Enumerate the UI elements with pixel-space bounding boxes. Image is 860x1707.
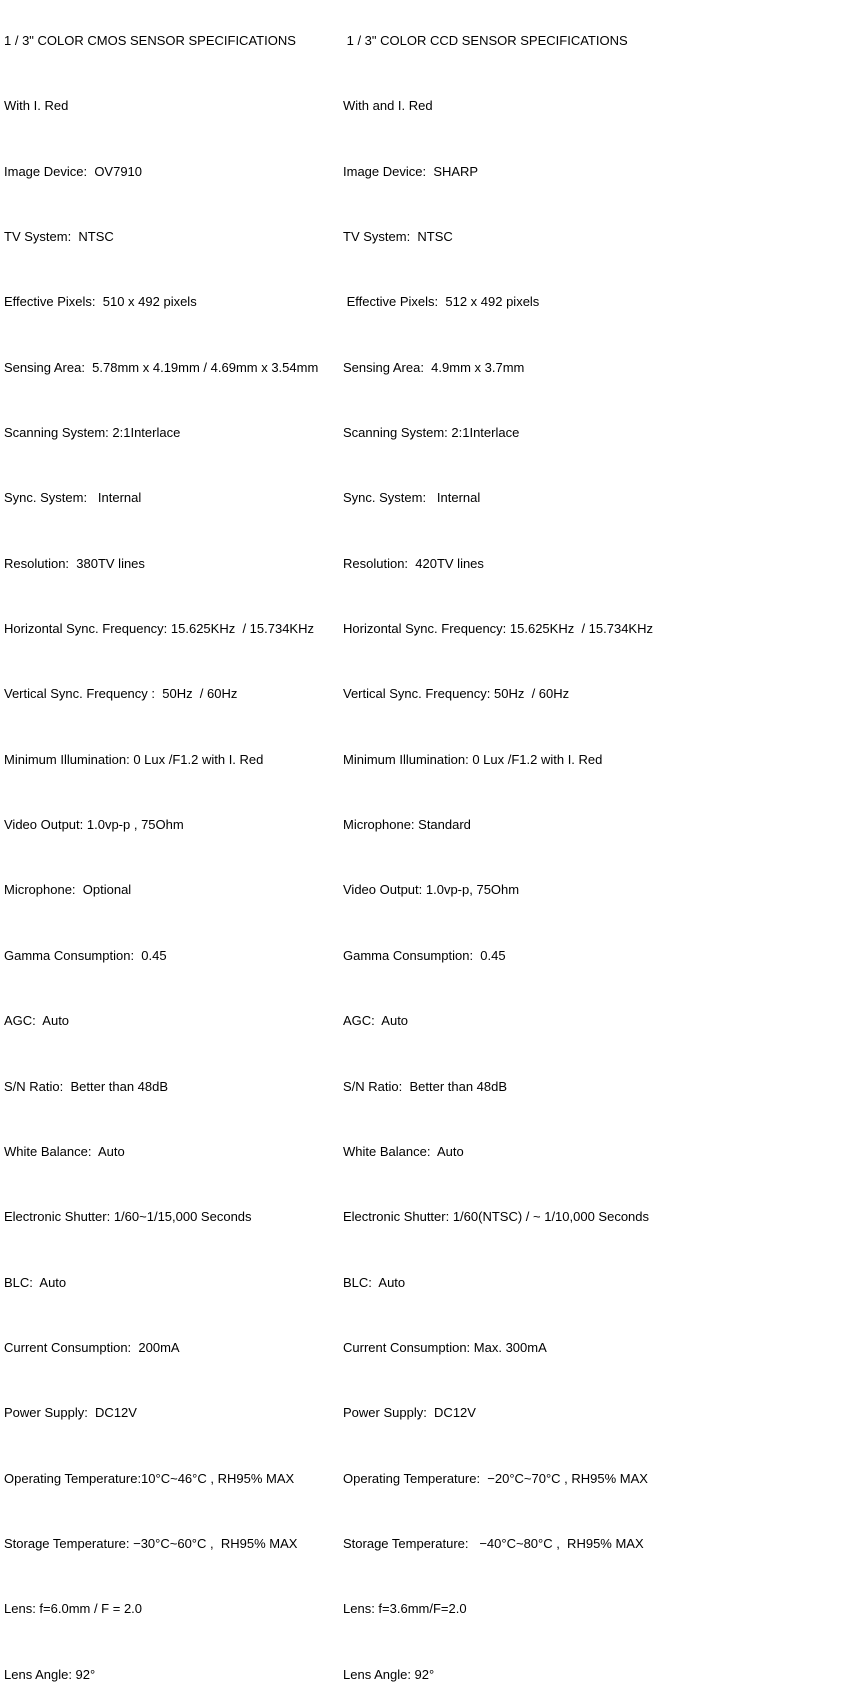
cmos-white-balance: White Balance: Auto — [4, 1143, 125, 1159]
ccd-tv-system: TV System: NTSC — [343, 229, 453, 245]
ccd-blc: BLC: Auto — [343, 1274, 406, 1290]
cmos-spec-column — [4, 0, 318, 1707]
ccd-storage-temperature: Storage Temperature: −40°C~80°C , RH95% MAX — [343, 1535, 644, 1551]
cmos-lens-angle: Lens Angle: 92° — [4, 1666, 96, 1682]
ccd-sn-ratio: S/N Ratio: Better than 48dB — [343, 1078, 508, 1094]
cmos-resolution: Resolution: 380TV lines — [4, 555, 145, 571]
ccd-minimum-illumination: Minimum Illumination: 0 Lux /F1.2 with I. Red — [343, 751, 603, 767]
cmos-effective-pixels: Effective Pixels: 510 x 492 pixels — [4, 294, 197, 310]
cmos-lens: Lens: f=6.0mm / F = 2.0 — [4, 1601, 143, 1617]
cmos-sync-system: Sync. System: Internal — [4, 490, 142, 506]
ccd-microphone: Microphone: Standard — [343, 817, 471, 833]
cmos-tv-system: TV System: NTSC — [4, 229, 114, 245]
cmos-current-consumption: Current Consumption: 200mA — [4, 1339, 180, 1355]
cmos-sn-ratio: S/N Ratio: Better than 48dB — [4, 1078, 169, 1094]
ccd-agc: AGC: Auto — [343, 1013, 409, 1029]
ccd-gamma-consumption: Gamma Consumption: 0.45 — [343, 947, 506, 963]
cmos-minimum-illumination: Minimum Illumination: 0 Lux /F1.2 with I. Red — [4, 751, 264, 767]
ccd-vertical-sync-frequency: Vertical Sync. Frequency: 50Hz / 60Hz — [343, 686, 570, 702]
cmos-blc: BLC: Auto — [4, 1274, 67, 1290]
cmos-microphone: Microphone: Optional — [4, 882, 132, 898]
cmos-vertical-sync-frequency: Vertical Sync. Frequency : 50Hz / 60Hz — [4, 686, 238, 702]
cmos-power-supply: Power Supply: DC12V — [4, 1405, 137, 1421]
ccd-operating-temperature: Operating Temperature: −20°C~70°C , RH95% MAX — [343, 1470, 648, 1486]
cmos-gamma-consumption: Gamma Consumption: 0.45 — [4, 947, 167, 963]
ccd-lens: Lens: f=3.6mm/F=2.0 — [343, 1601, 467, 1617]
ccd-effective-pixels: Effective Pixels: 512 x 492 pixels — [343, 294, 540, 310]
ccd-scanning-system: Scanning System: 2:1Interlace — [343, 425, 520, 441]
ccd-title: 1 / 3" COLOR CCD SENSOR SPECIFICATIONS — [343, 33, 628, 48]
ccd-spec-column — [343, 0, 653, 1707]
cmos-storage-temperature: Storage Temperature: −30°C~60°C , RH95% MAX — [4, 1535, 298, 1551]
ccd-resolution: Resolution: 420TV lines — [343, 555, 484, 571]
ccd-image-device: Image Device: SHARP — [343, 163, 479, 179]
cmos-electronic-shutter: Electronic Shutter: 1/60~1/15,000 Seconds — [4, 1209, 252, 1225]
cmos-operating-temperature: Operating Temperature:10°C~46°C , RH95% MAX — [4, 1470, 295, 1486]
cmos-agc: AGC: Auto — [4, 1013, 70, 1029]
cmos-horizontal-sync-frequency: Horizontal Sync. Frequency: 15.625KHz / 15.734KHz — [4, 621, 314, 637]
ccd-video-output: Video Output: 1.0vp-p, 75Ohm — [343, 882, 520, 898]
ccd-current-consumption: Current Consumption: Max. 300mA — [343, 1339, 547, 1355]
ccd-power-supply: Power Supply: DC12V — [343, 1405, 476, 1421]
cmos-video-output: Video Output: 1.0vp-p , 75Ohm — [4, 817, 184, 833]
ccd-ir-note: With and I. Red — [343, 98, 433, 114]
ccd-sensing-area: Sensing Area: 4.9mm x 3.7mm — [343, 359, 525, 375]
cmos-image-device: Image Device: OV7910 — [4, 163, 143, 179]
cmos-ir-note: With I. Red — [4, 98, 69, 114]
ccd-white-balance: White Balance: Auto — [343, 1143, 464, 1159]
cmos-sensing-area: Sensing Area: 5.78mm x 4.19mm / 4.69mm x 3.54mm — [4, 359, 319, 375]
cmos-scanning-system: Scanning System: 2:1Interlace — [4, 425, 181, 441]
ccd-electronic-shutter: Electronic Shutter: 1/60(NTSC) / ~ 1/10,000 Seconds — [343, 1209, 650, 1225]
ccd-sync-system: Sync. System: Internal — [343, 490, 481, 506]
ccd-lens-angle: Lens Angle: 92° — [343, 1666, 435, 1682]
cmos-title: 1 / 3" COLOR CMOS SENSOR SPECIFICATIONS — [4, 33, 296, 48]
ccd-horizontal-sync-frequency: Horizontal Sync. Frequency: 15.625KHz / 15.734KHz — [343, 621, 653, 637]
